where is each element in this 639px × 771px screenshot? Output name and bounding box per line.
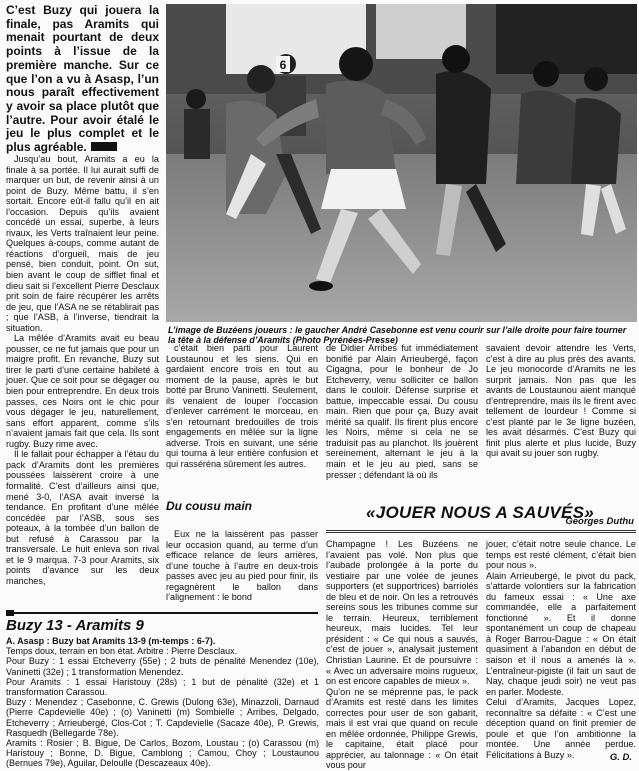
match-detail: A. Asasp : Buzy bat Aramits 13-9 (m-temps : 6-7). — [6, 636, 216, 646]
match-detail: Buzy : Menendez ; Casebonne, C. Grewis (Dulong 63e), Minazzoli, Darnaud (Pierre Capdevielle 40e) ; (o) Vaninetti (m) Sombielle ; Arribes, Delgado, Etcheverry ; Arrieubergé, Clos-Cot ; T. Capdevielle (Sacaze 40e), P. Grewis, Rasquedh (Bellegarde 78e). — [6, 697, 319, 738]
photo-caption: L’image de Buzéens joueurs : le gaucher André Casebonne est venu courir sur l’aile droite pour faire tourner la tête à la défense d’Aramits (Photo Pyrénées-Presse) — [168, 325, 627, 346]
match-details-box — [6, 636, 319, 769]
match-detail: Temps doux, terrain en bon état. Arbitre : Pierre Desclaux. — [6, 646, 238, 657]
article-column-2 — [166, 343, 318, 470]
jersey-number: 6 — [279, 58, 287, 72]
author-signature: Georges Duthu — [565, 516, 634, 527]
headline-rule — [326, 532, 636, 533]
headline-rule — [326, 530, 636, 531]
paragraph: Eux ne la laissèrent pas passer leur occasion quand, au terme d’un efficace relance de leurs arrières, d’une touche à l’autre en deux-trois passes avec jeu au pied pour finir, ils regagnèrent le ballon dans l’alignement : le bond — [166, 529, 318, 603]
intro-end-bar — [91, 142, 117, 151]
sidebar-column-2 — [486, 539, 636, 760]
paragraph: c’était bien parti pour Laurent Loustaunou et les siens. Qui en gardaient encore trois en tout au moment de la pause, après le but botté par Bruno Vaninetti. Seulement, ils venaient de louper l’occasion d’enlever carrément le morceau, en s’en retournant bredouilles de trois engagements en mêlée sur la ligne adverse. Trois en suivant, une série qui tourna à leur entière confusion et qui rasséréna sûrement les autres. — [166, 343, 318, 470]
match-detail: Pour Aramits : 1 essai Haristouy (28s) ; 1 but de pénalité (32e) et 1 transformation Carassou. — [6, 676, 319, 698]
article-column-2-continued — [166, 529, 318, 603]
rugby-photo — [166, 4, 637, 322]
match-detail: Pour Buzy : 1 essai Etcheverry (55e) ; 2 buts de pénalité Menendez (10e), Vaninetti (32e) ; 1 transformation Menendez. — [6, 656, 319, 677]
intro-lead: C’est Buzy qui jouera la finale, pas Aramits qui menait pourtant de deux points à l’issue de la première manche. Sur ce que l’on a vu à Asasp, l’un nous paraît effectivement y avoir sa place plutôt que l’autre. Pour avoir étalé le jeu le plus complet et le plus agréable. — [6, 3, 159, 155]
paragraph: jouer, c’était notre seule chance. Le temps est resté clément, c’était bien pour nous ». Alain Arrieubergé, le pivot du pack, s’attarde volontiers sur la fabrication du fameux essai : « Une axe commandée, elle a parfaitement fonctionné ». Et il donne spontanément un coup de chapeau à Roger Barrou-Dague : « On était quasiment à l’abandon en début de saison et il nous a amenés là ». L’entraîneur-pigiste (il fait un saut de Nay, chaque jeudi soir) ne veut pas en parler. Modeste. Celui d’Aramits, Jacques Lopez, reconnaître sa défaite : « C’est une déception quand on finit premier de poule et que l’on ambitionne la montée. Une année perdue. Félicitations à Buzy ». — [486, 539, 636, 760]
paragraph: Il le fallait pour échapper à l’étau du pack d’Aramits dont les premières poussées laissèrent croire à une formalité. C’est d’ailleurs ainsi que, mené 3-0, l’ASA avait inversé la tendance. En profitant d’une mêlée concédée par l’ASB, sous ses poteaux, à la tombée d’un ballon de but refusé à Carassou par la transversale. Le huit enleva son rival et le 9 marqua. 7-3 pour Aramits, six points d’avance sur les deux manches, — [6, 449, 159, 586]
subheading: Du cousu main — [166, 499, 253, 513]
match-detail: Aramits : Rosier ; B. Bigue, De Carlos, Bozom, Loustau ; (o) Carassou (m) Haristouy ; Bonne, D. Bigue, Camblong ; Camou, Choy ; Loustaunou (Bernues 79e), Aguilar, Deloulle (Descazeaux 40e). — [6, 738, 319, 769]
article-column-3 — [326, 343, 478, 480]
paragraph: Jusqu’au bout, Aramits a eu la finale à sa portée. Il lui aurait suffi de marquer un but, de revenir ainsi à un point de Buzy. Même battu, il s’en sortait. Encore eût-il fallu qu’il en ait l’occasion. Depuis qu’ils avaient concédé un essai, superbe, à leurs rivaux, les Verts traînaient leur peine. Quelques à-coups, comme autant de réactions d’orgueil, mais de jeu pensé, bien conduit, point. On sut, bien avant le coup de sifflet final et dieu sait si l’excellent Pierre Desclaux prit soin de faire récupérer les arrêts de jeu, que l’ASA ne se rétablirait pas ; que l’ASB, à l’inverse, tiendrait la situation. — [6, 154, 159, 333]
article-column-1 — [6, 154, 159, 586]
paragraph: de Didier Arribes fut immédiatement bonifié par Alain Arrieubergé, façon Cigagna, pour le bonheur de Jo Etcheverry, venu solliciter ce ballon dans le couloir. Défense surprise et battue, impeccable essai. Du cousu main. Rien que pour ça, Buzy avait mérité sa qualif. Ils firent plus encore les Noirs, même si cela ne se traduisit pas au planchot. Ils jouèrent sereinement, alternant le jeu à la main et le jeu au pied, sans se presser ; défendant là où ils — [326, 343, 478, 480]
article-column-4 — [486, 343, 636, 459]
score-divider — [6, 612, 318, 614]
paragraph: savaient devoir attendre les Verts, c’est à dire au plus près des avants. Le jeu monocorde d’Aramits ne les surprit jamais. Non pas que les avants de Loustaunou aient manqué d’entreprendre, mais ils le firent avec tellement de lourdeur ! Comme si c’est planté par le 3e ligne buzéen, les avait désarmés. C’est Buzy qui finit plus alerte et plus lucide, Buzy qui avait su jouer son rugby. — [486, 343, 636, 459]
match-score-title: Buzy 13 - Aramits 9 — [6, 617, 144, 634]
paragraph: Champagne ! Les Buzéens ne l’avaient pas volé. Non plus que l’aubade prolongée à la porte du vestiaire par une volée de jeunes supporters (et supportrices) barriolés de bleu et de noir. On les a retrouvés sereins sous les tribunes comme sur le terrain. Heureux, terriblement heureux, mais lucides. Tel leur président : « Ce qui nous a sauvés, c’est de jouer », analysait justement Christian Laurine. Et de poursuivre : « Avec un adversaire moins rugueux, on est encore capables de mieux ». Qu’on ne se méprenne pas, le pack d’Aramits est resté dans les limites correctes pour user de son gabarit, mais il est vrai que quand on recule en mêlée ordonnée, Philippe Grewis, le capitaine, était placé pour apprécier, au talonnage : « On était vous pour — [326, 539, 478, 771]
paragraph: La mêlée d’Aramits avait eu beau pousser, ce ne fut jamais que pour un maigre profit. En revanche, Buzy sut tirer le parti d’une certaine habileté à jouer. Que ce soit pour se dégager ou bien pour entreprendre. En deux trois passes, ces Noirs ont le chic pour vous dégager le jeu, naturellement, sans effort apparent, comme s’ils n’avaient jamais fait que cela. Ils sont rugby. Buzy rime avec. — [6, 333, 159, 449]
rugby-photo-image — [166, 4, 637, 322]
sidebar-headline: «JOUER NOUS A SAUVÉS» — [366, 503, 594, 522]
sidebar-column-1 — [326, 539, 478, 771]
sidebar-signature: G. D. — [609, 752, 632, 763]
